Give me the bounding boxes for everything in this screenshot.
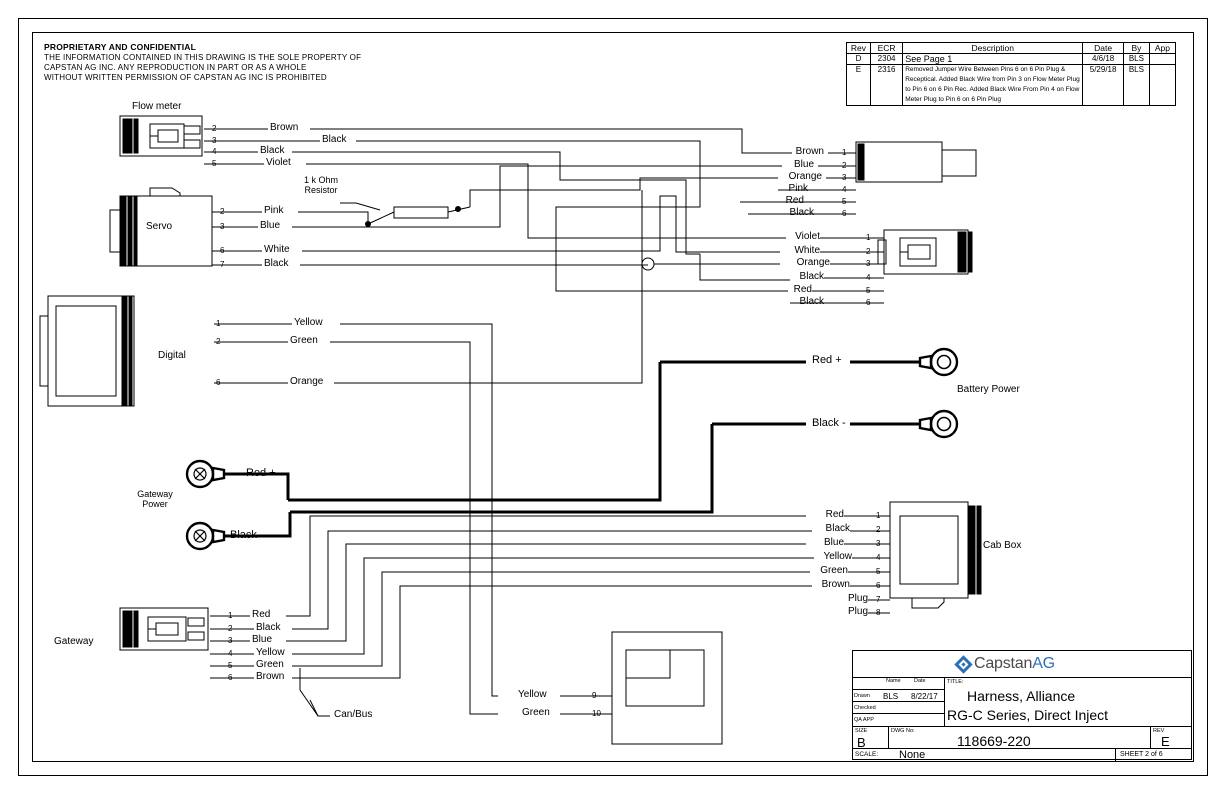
pin-number: 1 <box>216 319 221 328</box>
revision-label: REV <box>1153 728 1165 734</box>
drawing-title-line-2: RG-C Series, Direct Inject <box>947 707 1109 723</box>
proprietary-title: PROPRIETARY AND CONFIDENTIAL <box>44 42 196 52</box>
dwg-number-value: 118669-220 <box>957 733 1031 749</box>
diamond-icon <box>954 655 972 673</box>
label-digital: Digital <box>158 350 186 361</box>
signoff-row-headers <box>853 678 944 690</box>
wire-label: Black <box>789 207 814 218</box>
sheet-cell <box>1115 749 1191 761</box>
wire-label: Red <box>825 509 844 520</box>
pin-number: 7 <box>876 595 881 604</box>
proprietary-notice <box>44 42 444 83</box>
pin-number: 1 <box>228 611 233 620</box>
revision-header-date: Date <box>1083 43 1124 54</box>
annotation-resistor: 1 k Ohm Resistor <box>303 175 338 195</box>
wire-label: Yellow <box>294 317 323 328</box>
signoff-date-drawn: 8/22/17 <box>911 692 938 701</box>
pin-number: 6 <box>228 673 233 682</box>
wire-label: Violet <box>795 231 820 242</box>
pin-number: 2 <box>866 247 871 256</box>
wire-label: Violet <box>266 157 291 168</box>
signoff-label-checked: Checked <box>854 705 876 711</box>
dwg-number-cell <box>889 727 1151 749</box>
label-gateway: Gateway <box>54 636 94 647</box>
revision-header-app: App <box>1149 43 1175 54</box>
signoff-label-drawn: Drawn <box>854 693 870 699</box>
pin-number: 1 <box>876 511 881 520</box>
pin-number: 4 <box>876 553 881 562</box>
wire-label: Green <box>256 659 284 670</box>
wire-label: Yellow <box>256 647 285 658</box>
title-label: TITLE: <box>947 679 964 685</box>
pin-number: 3 <box>842 173 847 182</box>
pin-number: 2 <box>220 207 225 216</box>
pin-number: 7 <box>220 260 225 269</box>
company-name-part2: AG <box>1032 655 1055 672</box>
pin-number: 4 <box>866 273 871 282</box>
wire-label: Blue <box>260 220 281 231</box>
wire-label: Plug <box>847 606 868 617</box>
wire-label: Blue <box>793 159 814 170</box>
revision-table <box>846 42 1176 106</box>
pin-number: 5 <box>842 197 847 206</box>
power-label-gateway-red: Red + <box>246 467 276 479</box>
revision-description: Removed Jumper Wire Between Pins 6 on 6 Pin Plug & Receptical. Added Black Wire from Pin 3 on Flow Meter Plug to Pin 6 on 6 Pin Rec. Added Black Wire From Pin 4 on Flow Meter Plug to Pin 6 on 6 Pin Plug <box>903 65 1083 106</box>
title-block-bottom <box>853 727 1191 761</box>
annotation-canbus: Can/Bus <box>334 709 373 720</box>
pin-number: 2 <box>842 161 847 170</box>
power-label-gateway-black: Black - <box>230 529 264 541</box>
dwg-number-label: DWG No: <box>891 728 915 734</box>
revision-date: 5/29/18 <box>1083 65 1124 106</box>
wire-label: Pink <box>264 205 284 216</box>
wire-label: Green <box>522 707 550 718</box>
pin-number: 2 <box>212 124 217 133</box>
wire-label: Black <box>264 258 289 269</box>
pin-number: 5 <box>866 286 871 295</box>
pin-number: 4 <box>842 185 847 194</box>
pin-number: 1 <box>842 148 847 157</box>
revision-by: BLS <box>1123 54 1149 65</box>
pin-number: 6 <box>842 209 847 218</box>
revision-table-header-row <box>847 43 1176 54</box>
title-block <box>852 650 1192 760</box>
pin-number: 2 <box>216 337 221 346</box>
wire-label: Yellow <box>518 689 547 700</box>
power-label-battery-red: Red + <box>812 354 842 366</box>
pin-number: 6 <box>866 298 871 307</box>
sheet-value: SHEET 2 of 6 <box>1120 751 1163 758</box>
company-logo <box>957 655 1055 673</box>
title-block-middle <box>853 678 1191 727</box>
wire-label: Plug <box>847 593 868 604</box>
wire-label: Black <box>799 271 824 282</box>
pin-number: 9 <box>592 691 597 700</box>
label-flow-meter: Flow meter <box>132 101 182 112</box>
size-label: SIZE <box>855 728 868 734</box>
wire-label: Red <box>785 195 804 206</box>
revision-app <box>1149 54 1175 65</box>
power-label-battery-black: Black - <box>812 417 846 429</box>
proprietary-line-1: THE INFORMATION CONTAINED IN THIS DRAWING IS THE SOLE PROPERTY OF <box>44 53 362 62</box>
wire-label: Black <box>260 145 285 156</box>
company-name-part1: Capstan <box>974 655 1033 672</box>
pin-number: 3 <box>866 259 871 268</box>
title-block-title-area <box>945 678 1191 726</box>
revision-rev: D <box>847 54 871 65</box>
title-block-signoff-column <box>853 678 945 726</box>
wire-label: Blue <box>823 537 844 548</box>
revision-description: See Page 1 <box>903 54 1083 65</box>
wire-label: Green <box>290 335 318 346</box>
wire-label: White <box>264 244 290 255</box>
wire-label: Brown <box>270 122 299 133</box>
pin-number: 4 <box>212 147 217 156</box>
pin-number: 3 <box>220 222 225 231</box>
label-gateway-power: Gateway Power <box>137 489 173 509</box>
revision-header-rev: Rev <box>847 43 871 54</box>
signoff-name-drawn: BLS <box>883 692 899 701</box>
drawing-title-line-1: Harness, Alliance <box>967 688 1076 704</box>
signoff-header-date: Date <box>914 678 926 684</box>
wire-label: Red <box>252 609 271 620</box>
pin-number: 5 <box>212 159 217 168</box>
table-row <box>847 65 1176 106</box>
revision-value: E <box>1161 734 1170 749</box>
revision-header-by: By <box>1123 43 1149 54</box>
pin-number: 3 <box>212 136 217 145</box>
wire-label: Green <box>820 565 848 576</box>
pin-number: 2 <box>228 624 233 633</box>
title-block-logo-row <box>853 651 1191 678</box>
revision-by: BLS <box>1123 65 1149 106</box>
pin-number: 3 <box>228 636 233 645</box>
pin-number: 4 <box>228 649 233 658</box>
scale-value: None <box>899 749 926 761</box>
label-battery-power: Battery Power <box>957 384 1020 395</box>
revision-app <box>1149 65 1175 106</box>
wire-label: Pink <box>788 183 808 194</box>
signoff-label-qaapp: QA APP <box>854 717 874 723</box>
signoff-row-qaapp <box>853 714 944 726</box>
wire-label: Yellow <box>823 551 852 562</box>
signoff-row-checked <box>853 702 944 714</box>
wire-label: Brown <box>256 671 285 682</box>
wire-label: Blue <box>252 634 273 645</box>
wire-label: Orange <box>796 257 830 268</box>
pin-number: 1 <box>866 233 871 242</box>
pin-number: 5 <box>228 661 233 670</box>
size-value: B <box>857 735 866 750</box>
scale-cell <box>853 749 1115 761</box>
wire-label: Black <box>256 622 281 633</box>
pin-number: 5 <box>876 567 881 576</box>
pin-number: 8 <box>876 608 881 617</box>
wire-label: Orange <box>788 171 822 182</box>
revision-cell <box>1151 727 1191 749</box>
revision-rev: E <box>847 65 871 106</box>
revision-ecr: 2316 <box>870 65 902 106</box>
revision-header-ecr: ECR <box>870 43 902 54</box>
pin-number: 6 <box>876 581 881 590</box>
pin-number: 6 <box>216 378 221 387</box>
wire-label: Black <box>799 296 824 307</box>
scale-label: SCALE: <box>855 751 879 758</box>
wire-label: Brown <box>795 146 824 157</box>
proprietary-line-2: CAPSTAN AG INC. ANY REPRODUCTION IN PART OR AS A WHOLE <box>44 63 307 72</box>
proprietary-line-3: WITHOUT WRITTEN PERMISSION OF CAPSTAN AG INC IS PROHIBITED <box>44 73 327 82</box>
pin-number: 6 <box>220 246 225 255</box>
wire-label: Orange <box>290 376 324 387</box>
wire-label: White <box>794 245 820 256</box>
revision-header-description: Description <box>903 43 1083 54</box>
revision-date: 4/6/18 <box>1083 54 1124 65</box>
size-cell <box>853 727 889 749</box>
wire-label: Red <box>793 284 812 295</box>
signoff-header-name: Name <box>886 678 901 684</box>
pin-number: 10 <box>592 709 601 718</box>
revision-ecr: 2304 <box>870 54 902 65</box>
table-row <box>847 54 1176 65</box>
wire-label: Black <box>825 523 850 534</box>
pin-number: 2 <box>876 525 881 534</box>
company-name <box>974 655 1055 673</box>
label-cab-box: Cab Box <box>983 540 1022 551</box>
wire-label: Black <box>322 134 347 145</box>
signoff-row-drawn <box>853 690 944 702</box>
wire-label: Brown <box>821 579 850 590</box>
pin-number: 3 <box>876 539 881 548</box>
label-servo: Servo <box>146 221 173 232</box>
